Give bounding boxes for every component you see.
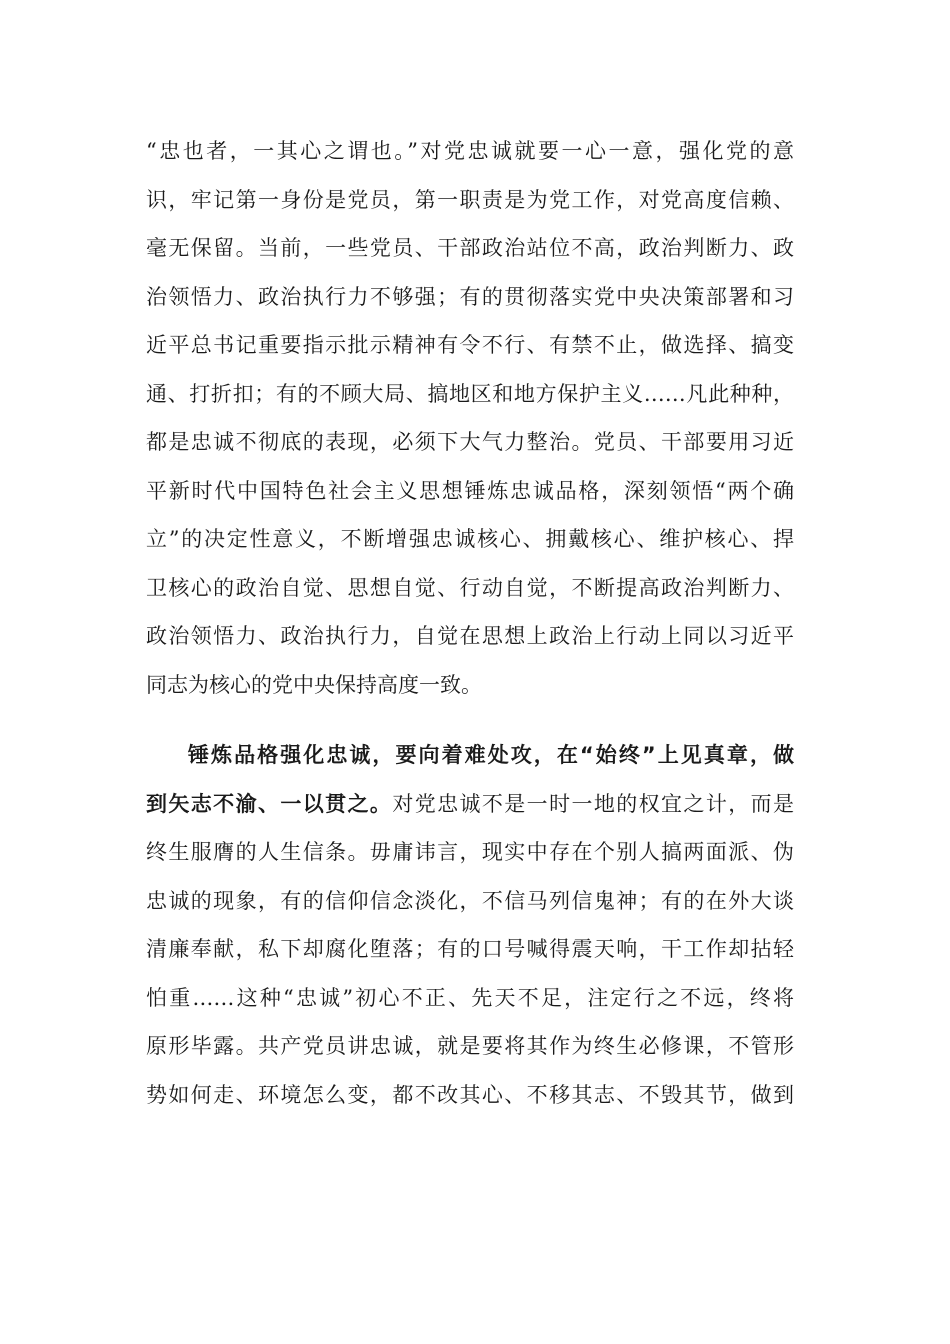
paragraph-1 xyxy=(146,127,794,709)
paragraph-line: 原形毕露。共产党员讲忠诚，就是要将其作为终生必修课，不管形 xyxy=(146,1034,794,1058)
paragraph-line: 平新时代中国特色社会主义思想锤炼忠诚品格，深刻领悟“两个确 xyxy=(146,478,794,503)
paragraph-line: 怕重……这种“忠诚”初心不正、先天不足，注定行之不远，终将 xyxy=(146,985,794,1010)
paragraph-line: 识，牢记第一身份是党员，第一职责是为党工作，对党高度信赖、 xyxy=(146,187,794,212)
body-text: 对党忠诚不是一时一地的权宜之计，而是 xyxy=(392,791,795,816)
paragraph-line: 同志为核心的党中央保持高度一致。 xyxy=(146,672,482,697)
paragraph-line: 近平总书记重要指示批示精神有令不行、有禁不止，做选择、搞变 xyxy=(146,333,794,357)
paragraph-line: “忠也者，一其心之谓也。”对党忠诚就要一心一意，强化党的意 xyxy=(146,139,794,163)
paragraph-line: 毫无保留。当前，一些党员、干部政治站位不高，政治判断力、政 xyxy=(146,236,794,260)
paragraph-line: 都是忠诚不彻底的表现，必须下大气力整治。党员、干部要用习近 xyxy=(146,430,794,454)
paragraph-line: 政治领悟力、政治执行力，自觉在思想上政治上行动上同以习近平 xyxy=(146,624,794,648)
paragraph-line: 清廉奉献，私下却腐化堕落；有的口号喊得震天响，干工作却拈轻 xyxy=(146,937,794,961)
paragraph-line: 终生服膺的人生信条。毋庸讳言，现实中存在个别人搞两面派、伪 xyxy=(146,840,794,864)
paragraph-2 xyxy=(146,731,794,1119)
paragraph-line xyxy=(146,780,794,829)
paragraph-line: 势如何走、环境怎么变，都不改其心、不移其志、不毁其节，做到 xyxy=(146,1082,794,1107)
paragraph-line: 立”的决定性意义，不断增强忠诚核心、拥戴核心、维护核心、捍 xyxy=(146,527,794,551)
paragraph-line: 卫核心的政治自觉、思想自觉、行动自觉，不断提高政治判断力、 xyxy=(146,575,794,600)
paragraph-line: 通、打折扣；有的不顾大局、搞地区和地方保护主义……凡此种种， xyxy=(146,381,794,406)
paragraph-line: 治领悟力、政治执行力不够强；有的贯彻落实党中央决策部署和习 xyxy=(146,284,794,309)
bold-lead-text: 到矢志不渝、一以贯之。 xyxy=(146,791,393,816)
paragraph-line: 忠诚的现象，有的信仰信念淡化，不信马列信鬼神；有的在外大谈 xyxy=(146,888,794,913)
bold-lead-text: 锤炼品格强化忠诚，要向着难处攻，在“始终”上见真章，做 xyxy=(188,743,794,767)
paragraph-line xyxy=(146,731,794,780)
